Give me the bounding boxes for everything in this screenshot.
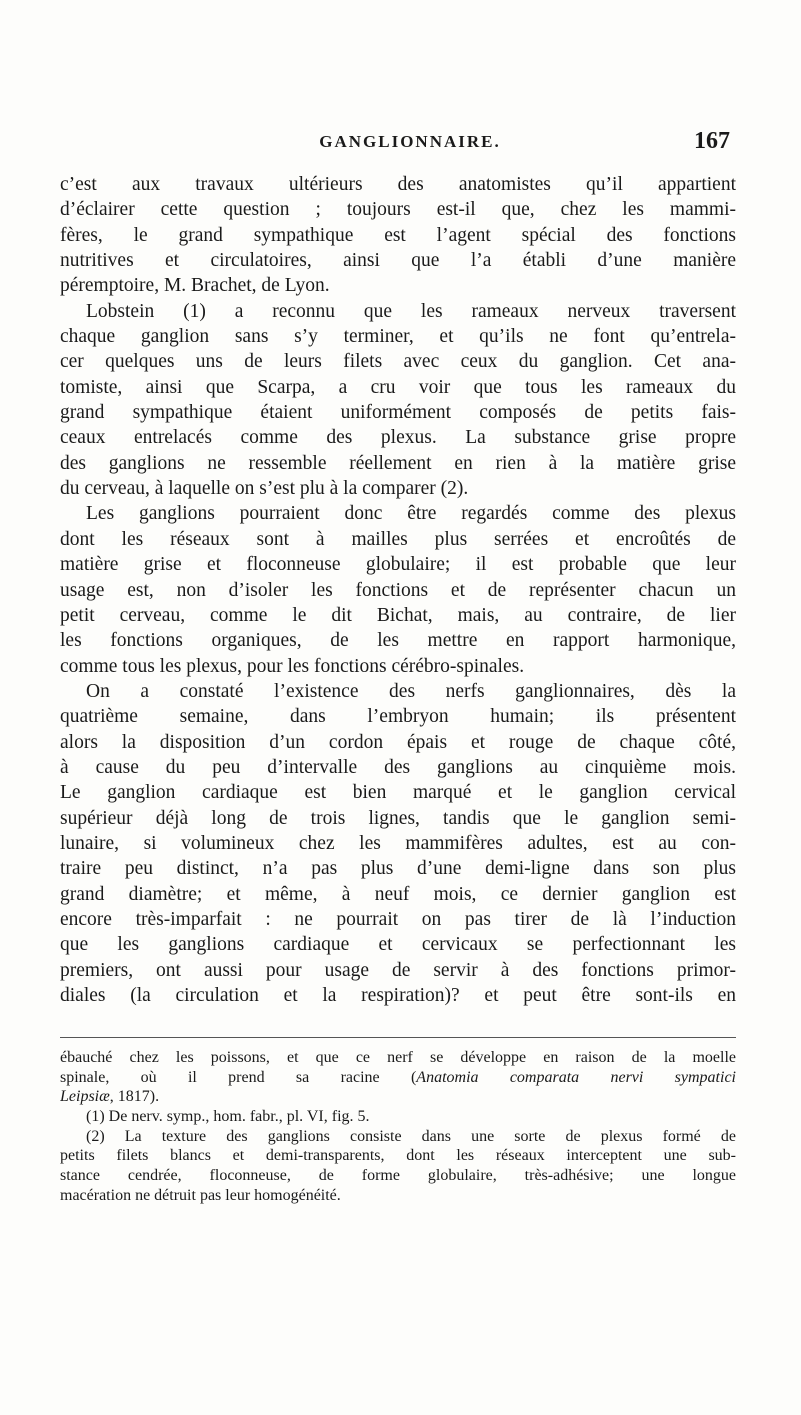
text-line: nutritives et circulatoires, ainsi que l’a établi d’une manière (60, 250, 736, 272)
text-line: Lobstein (1) a reconnu que les rameaux nerveux traversent (86, 300, 736, 322)
running-head (90, 128, 730, 158)
text-line: supérieur déjà long de trois lignes, tandis que le ganglion semi- (60, 807, 736, 829)
text-line: comme tous les plexus, pour les fonctions cérébro-spinales. (60, 655, 525, 677)
footnotes (60, 1048, 736, 1206)
text-line: grand sympathique étaient uniformément composés de petits fais- (60, 402, 736, 424)
footnote-1: (1) De nerv. symp., hom. fabr., pl. VI, fig. 5. (86, 1108, 370, 1126)
text-line: alors la disposition d’un cordon épais et rouge de chaque côté, (60, 731, 736, 753)
text-line: Le ganglion cardiaque est bien marqué et le ganglion cervical (60, 782, 736, 804)
text-line: quatrième semaine, dans l’embryon humain; ils présentent (60, 706, 736, 728)
text-line: du cerveau, à laquelle on s’est plu à la comparer (2). (60, 478, 469, 500)
text-line: tomiste, ainsi que Scarpa, a cru voir que tous les rameaux du (60, 376, 736, 398)
footnote-line: ébauché chez les poissons, et que ce nerf se développe en raison de la moelle (60, 1049, 736, 1066)
text-line: ceaux entrelacés comme des plexus. La substance grise propre (60, 427, 736, 449)
text-line: péremptoire, M. Brachet, de Lyon. (60, 275, 330, 297)
footnote-rule (60, 1037, 736, 1038)
footnote-line (60, 1068, 736, 1088)
text-line: c’est aux travaux ultérieurs des anatomistes qu’il appartient (60, 174, 736, 195)
text-line: chaque ganglion sans s’y terminer, et qu’ils ne font qu’entrela- (60, 326, 736, 348)
text-line: encore très-imparfait : ne pourrait on pas tirer de là l’induction (60, 908, 736, 930)
text-line: les fonctions organiques, de les mettre en rapport harmonique, (60, 630, 736, 652)
footnote-line: stance cendrée, floconneuse, de forme globulaire, très-adhésive; une longue (60, 1167, 736, 1185)
text-line: que les ganglions cardiaque et cervicaux se perfectionnant les (60, 934, 736, 956)
text-line: premiers, ont aussi pour usage de servir à des fonctions primor- (60, 959, 736, 981)
text-line: petit cerveau, comme le dit Bichat, mais, au contraire, de lier (60, 604, 736, 626)
text-line: traire peu distinct, n’a pas plus d’une demi-ligne dans son plus (60, 858, 736, 880)
main-text (60, 172, 736, 1008)
text-line: On a constaté l’existence des nerfs ganglionnaires, dès la (86, 680, 736, 702)
footnote-line (60, 1087, 736, 1107)
footnote-title-italic: Anatomia comparata nervi sympatici (416, 1068, 736, 1086)
text-line: fères, le grand sympathique est l’agent spécial des fonctions (60, 224, 736, 246)
text-line: dont les réseaux sont à mailles plus serrées et encroûtés de (60, 528, 736, 550)
text-line: lunaire, si volumineux chez les mammifères adultes, est au con- (60, 832, 736, 854)
text-line: grand diamètre; et même, à neuf mois, ce dernier ganglion est (60, 883, 736, 905)
text-line: Les ganglions pourraient donc être regardés comme des plexus (86, 503, 736, 525)
text-line: diales (la circulation et la respiration)? et peut être sont-ils en (60, 985, 736, 1006)
footnote-text: , 1817). (109, 1088, 160, 1106)
page-number: 167 (694, 128, 730, 154)
footnote-line: petits filets blancs et demi-transparents, dont les réseaux interceptent une sub- (60, 1147, 736, 1165)
text-line: d’éclairer cette question ; toujours est-il que, chez les mammi- (60, 199, 736, 221)
running-title: GANGLIONNAIRE. (319, 132, 501, 151)
footnote-line: macération ne détruit pas leur homogénéité. (60, 1186, 341, 1204)
footnote-place-italic: Leipsiæ (60, 1088, 110, 1106)
text-line: à cause du peu d’intervalle des ganglions au cinquième mois. (60, 756, 736, 778)
text-line: des ganglions ne ressemble réellement en rien à la matière grise (60, 452, 736, 474)
footnote-text: spinale, où il prend sa racine ( (60, 1068, 417, 1086)
footnote-2: (2) La texture des ganglions consiste dans une sorte de plexus formé de (86, 1127, 736, 1145)
text-line: cer quelques uns de leurs filets avec ceux du ganglion. Cet ana- (60, 351, 736, 373)
text-line: usage est, non d’isoler les fonctions et de représenter chacun un (60, 579, 736, 601)
text-line: matière grise et floconneuse globulaire; il est probable que leur (60, 554, 736, 576)
